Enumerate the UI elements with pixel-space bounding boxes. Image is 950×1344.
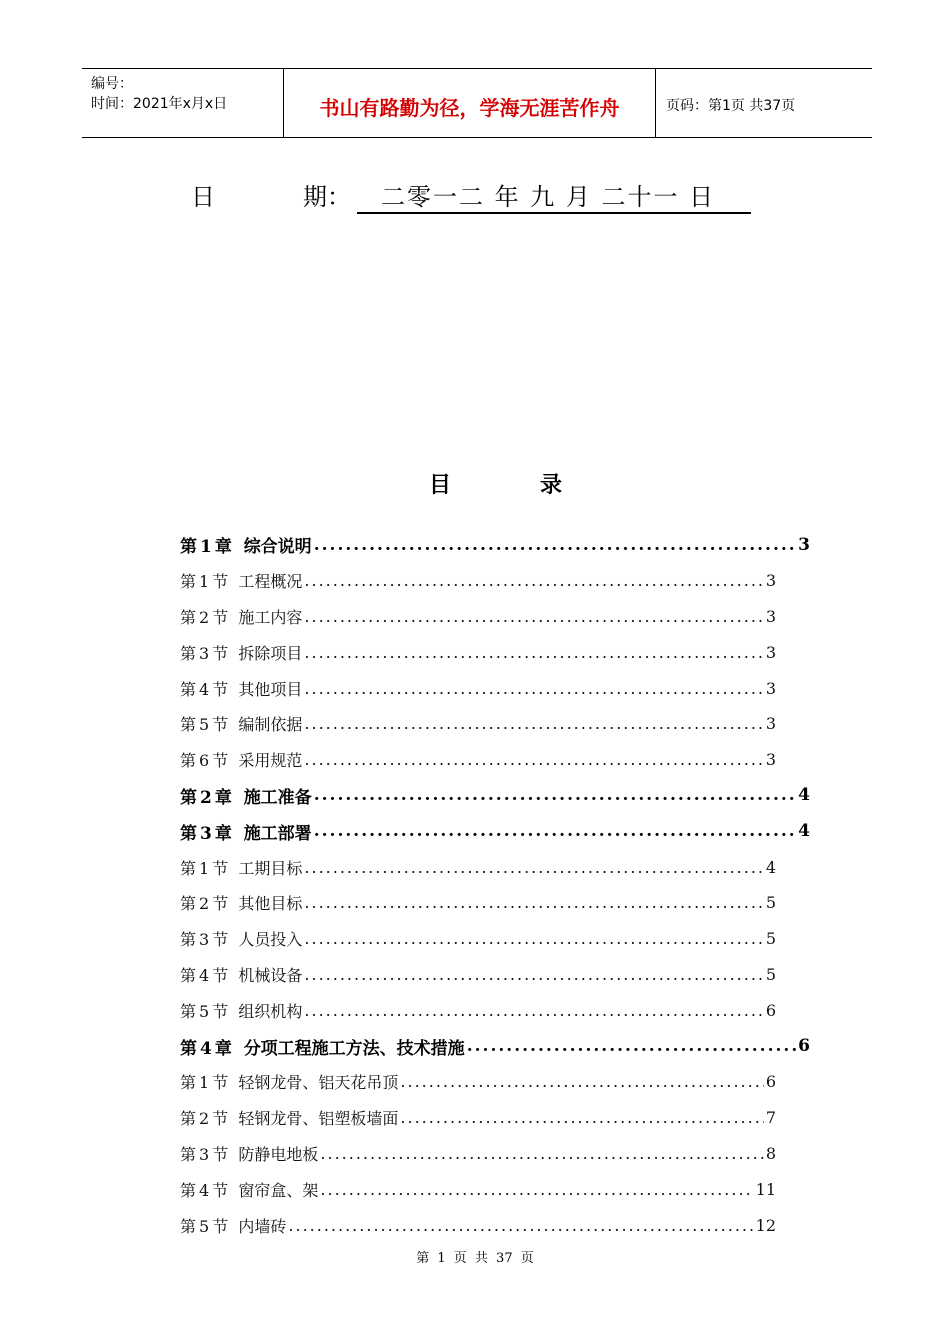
- toc-entry-label: [180, 1070, 398, 1093]
- toc-entry-title: 编制依据: [238, 715, 303, 735]
- toc-entry-title: 人员投入: [238, 930, 303, 950]
- toc-entry-label: [180, 1214, 286, 1237]
- toc-entry-page: 3: [765, 642, 776, 662]
- toc-entry-title: 工程概况: [238, 572, 303, 592]
- toc-chapter-entry[interactable]: [180, 813, 810, 849]
- toc-entry-prefix: 第: [180, 894, 197, 914]
- toc-entry-number: 2: [200, 787, 212, 808]
- document-time: 时间：2021年x月x日: [91, 96, 228, 112]
- toc-entry-title: 拆除项目: [238, 643, 303, 663]
- toc-entry-label: [180, 641, 302, 664]
- document-code-label: 编号：: [91, 76, 133, 92]
- toc-entry-page: 4: [798, 785, 810, 806]
- toc-entry-prefix: 第: [180, 537, 197, 558]
- toc-entry-page: 4: [798, 821, 810, 842]
- toc-entry-prefix: 第: [180, 1038, 197, 1059]
- toc-dot-leader: [304, 607, 763, 626]
- toc-entry-suffix: 节: [212, 965, 229, 985]
- toc-dot-leader: [304, 858, 763, 877]
- date-label-first: 日: [191, 183, 215, 211]
- toc-entry-number: 4: [199, 965, 210, 985]
- header-meta-cell: [82, 69, 284, 137]
- toc-section-entry[interactable]: [180, 992, 810, 1028]
- toc-entry-label: [180, 1178, 318, 1201]
- toc-entry-page: 3: [765, 606, 776, 626]
- toc-entry-number: 1: [200, 537, 212, 558]
- toc-entry-label: [180, 783, 312, 808]
- toc-entry-suffix: 章: [214, 1038, 232, 1059]
- header-page-cell: [656, 69, 872, 137]
- toc-section-entry[interactable]: [180, 849, 810, 885]
- toc-entry-label: [180, 1142, 318, 1165]
- toc-entry-page: 7: [765, 1108, 776, 1128]
- toc-section-entry[interactable]: [180, 1100, 810, 1136]
- toc-dot-leader: [304, 1001, 763, 1020]
- toc-entry-suffix: 节: [212, 930, 229, 950]
- toc-entry-page: 3: [798, 534, 810, 555]
- header-page-info: 页码：第1页 共37页: [666, 98, 796, 114]
- toc-entry-number: 3: [199, 643, 210, 663]
- toc-entry-label: [180, 927, 302, 950]
- toc-entry-number: 4: [199, 1180, 210, 1200]
- toc-entry-title: 分项工程施工方法、技术措施: [243, 1038, 465, 1059]
- toc-entry-prefix: 第: [180, 858, 197, 878]
- toc-dot-leader: [304, 714, 763, 733]
- toc-section-entry[interactable]: [180, 1207, 810, 1243]
- toc-dot-leader: [320, 1180, 753, 1199]
- toc-entry-page: 5: [765, 893, 776, 913]
- toc-entry-number: 5: [199, 1001, 210, 1021]
- toc-entry-label: [180, 1034, 465, 1059]
- toc-chapter-entry[interactable]: [180, 1028, 810, 1064]
- toc-entry-number: 1: [199, 1073, 210, 1093]
- toc-section-entry[interactable]: [180, 957, 810, 993]
- toc-entry-title: 其他项目: [238, 679, 303, 699]
- toc-entry-suffix: 节: [212, 858, 229, 878]
- toc-section-entry[interactable]: [180, 670, 810, 706]
- toc-entry-prefix: 第: [180, 643, 197, 663]
- toc-section-entry[interactable]: [180, 599, 810, 635]
- toc-entry-suffix: 节: [212, 751, 229, 771]
- toc-dot-leader: [304, 750, 763, 769]
- toc-entry-number: 2: [199, 607, 210, 627]
- toc-section-entry[interactable]: [180, 1171, 810, 1207]
- toc-dot-leader: [304, 571, 763, 590]
- toc-chapter-entry[interactable]: [180, 778, 810, 814]
- toc-entry-suffix: 节: [212, 1109, 229, 1129]
- toc-entry-number: 1: [199, 572, 210, 592]
- toc-section-entry[interactable]: [180, 1064, 810, 1100]
- toc-entry-number: 4: [199, 679, 210, 699]
- toc-entry-title: 采用规范: [238, 751, 303, 771]
- toc-entry-label: [180, 856, 302, 879]
- toc-entry-suffix: 节: [212, 1216, 229, 1236]
- toc-dot-leader: [320, 1144, 763, 1163]
- toc-section-entry[interactable]: [180, 563, 810, 599]
- toc-entry-title: 施工内容: [238, 607, 303, 627]
- toc-entry-page: 6: [765, 1072, 776, 1092]
- toc-section-entry[interactable]: [180, 706, 810, 742]
- toc-entry-label: [180, 748, 302, 771]
- table-of-contents: [180, 527, 810, 1243]
- toc-dot-leader: [304, 893, 763, 912]
- toc-entry-page: 8: [765, 1143, 776, 1163]
- date-value: 二零一二 年 九 月 二十一 日: [357, 177, 751, 214]
- toc-entry-prefix: 第: [180, 965, 197, 985]
- toc-entry-title: 防静电地板: [238, 1144, 319, 1164]
- toc-entry-suffix: 节: [212, 1180, 229, 1200]
- toc-entry-page: 3: [765, 714, 776, 734]
- toc-entry-suffix: 章: [214, 787, 232, 808]
- toc-entry-page: 3: [765, 750, 776, 770]
- toc-entry-suffix: 节: [212, 1001, 229, 1021]
- toc-entry-label: [180, 605, 302, 628]
- toc-entry-prefix: 第: [180, 1180, 197, 1200]
- toc-entry-prefix: 第: [180, 607, 197, 627]
- toc-entry-label: [180, 1106, 398, 1129]
- toc-entry-prefix: 第: [180, 1001, 197, 1021]
- toc-dot-leader: [314, 535, 796, 555]
- toc-dot-leader: [288, 1216, 753, 1235]
- toc-entry-prefix: 第: [180, 572, 197, 592]
- toc-section-entry[interactable]: [180, 921, 810, 957]
- toc-entry-prefix: 第: [180, 1144, 197, 1164]
- toc-entry-page: 3: [765, 678, 776, 698]
- toc-entry-number: 2: [199, 1109, 210, 1129]
- toc-entry-number: 4: [200, 1038, 212, 1059]
- toc-entry-page: 11: [755, 1179, 776, 1199]
- toc-section-entry[interactable]: [180, 885, 810, 921]
- header-motto: 书山有路勤为径，学海无涯苦作舟: [319, 96, 620, 120]
- toc-dot-leader: [467, 1036, 796, 1056]
- toc-entry-suffix: 节: [212, 894, 229, 914]
- toc-entry-number: 6: [199, 751, 210, 771]
- toc-entry-title: 工期目标: [238, 858, 303, 878]
- toc-entry-number: 3: [199, 1144, 210, 1164]
- toc-entry-title: 施工部署: [243, 823, 312, 844]
- toc-dot-leader: [400, 1108, 763, 1127]
- toc-entry-suffix: 章: [214, 823, 232, 844]
- page-footer: 第 1 页 共 37 页: [416, 1251, 534, 1266]
- toc-entry-page: 5: [765, 929, 776, 949]
- toc-entry-title: 轻钢龙骨、铝天花吊顶: [238, 1073, 399, 1093]
- toc-entry-label: [180, 819, 312, 844]
- toc-entry-label: [180, 677, 302, 700]
- toc-entry-title: 施工准备: [243, 787, 312, 808]
- toc-entry-title: 窗帘盒、架: [238, 1180, 319, 1200]
- toc-entry-label: [180, 999, 302, 1022]
- toc-entry-page: 12: [755, 1215, 776, 1235]
- date-label-second: 期：: [303, 183, 351, 211]
- toc-entry-page: 5: [765, 964, 776, 984]
- toc-section-entry[interactable]: [180, 634, 810, 670]
- toc-entry-prefix: 第: [180, 823, 197, 844]
- toc-entry-suffix: 节: [212, 643, 229, 663]
- toc-chapter-entry[interactable]: [180, 527, 810, 563]
- toc-entry-number: 1: [199, 858, 210, 878]
- toc-entry-label: [180, 569, 302, 592]
- toc-entry-number: 2: [199, 894, 210, 914]
- toc-entry-number: 3: [199, 930, 210, 950]
- toc-entry-prefix: 第: [180, 787, 197, 808]
- toc-entry-title: 其他目标: [238, 894, 303, 914]
- toc-entry-title: 机械设备: [238, 965, 303, 985]
- toc-entry-title: 轻钢龙骨、铝塑板墙面: [238, 1109, 399, 1129]
- toc-dot-leader: [314, 785, 796, 805]
- toc-entry-label: [180, 532, 312, 557]
- toc-entry-page: 6: [798, 1036, 810, 1057]
- toc-entry-suffix: 章: [214, 537, 232, 558]
- page-header: [82, 68, 872, 138]
- toc-dot-leader: [304, 643, 763, 662]
- toc-dot-leader: [400, 1072, 763, 1091]
- toc-entry-suffix: 节: [212, 1144, 229, 1164]
- toc-entry-label: [180, 891, 302, 914]
- toc-entry-number: 3: [200, 823, 212, 844]
- toc-entry-suffix: 节: [212, 679, 229, 699]
- header-motto-cell: [284, 69, 656, 137]
- toc-entry-prefix: 第: [180, 1073, 197, 1093]
- toc-entry-suffix: 节: [212, 1073, 229, 1093]
- toc-entry-prefix: 第: [180, 751, 197, 771]
- toc-title-second: 录: [540, 472, 563, 498]
- toc-entry-page: 6: [765, 1000, 776, 1020]
- toc-entry-suffix: 节: [212, 607, 229, 627]
- toc-entry-label: [180, 963, 302, 986]
- toc-dot-leader: [304, 929, 763, 948]
- toc-entry-page: 4: [765, 857, 776, 877]
- toc-dot-leader: [314, 821, 796, 841]
- toc-entry-suffix: 节: [212, 572, 229, 592]
- toc-entry-title: 组织机构: [238, 1001, 303, 1021]
- toc-section-entry[interactable]: [180, 1136, 810, 1172]
- toc-entry-prefix: 第: [180, 679, 197, 699]
- toc-entry-number: 5: [199, 1216, 210, 1236]
- toc-title-first: 目: [429, 472, 452, 498]
- toc-entry-page: 3: [765, 571, 776, 591]
- toc-entry-suffix: 节: [212, 715, 229, 735]
- toc-dot-leader: [304, 965, 763, 984]
- toc-entry-prefix: 第: [180, 1216, 197, 1236]
- toc-entry-prefix: 第: [180, 715, 197, 735]
- toc-dot-leader: [304, 679, 763, 698]
- toc-entry-title: 综合说明: [243, 537, 312, 558]
- toc-entry-title: 内墙砖: [238, 1216, 287, 1236]
- toc-section-entry[interactable]: [180, 742, 810, 778]
- toc-entry-number: 5: [199, 715, 210, 735]
- toc-entry-prefix: 第: [180, 1109, 197, 1129]
- toc-entry-label: [180, 712, 302, 735]
- toc-entry-prefix: 第: [180, 930, 197, 950]
